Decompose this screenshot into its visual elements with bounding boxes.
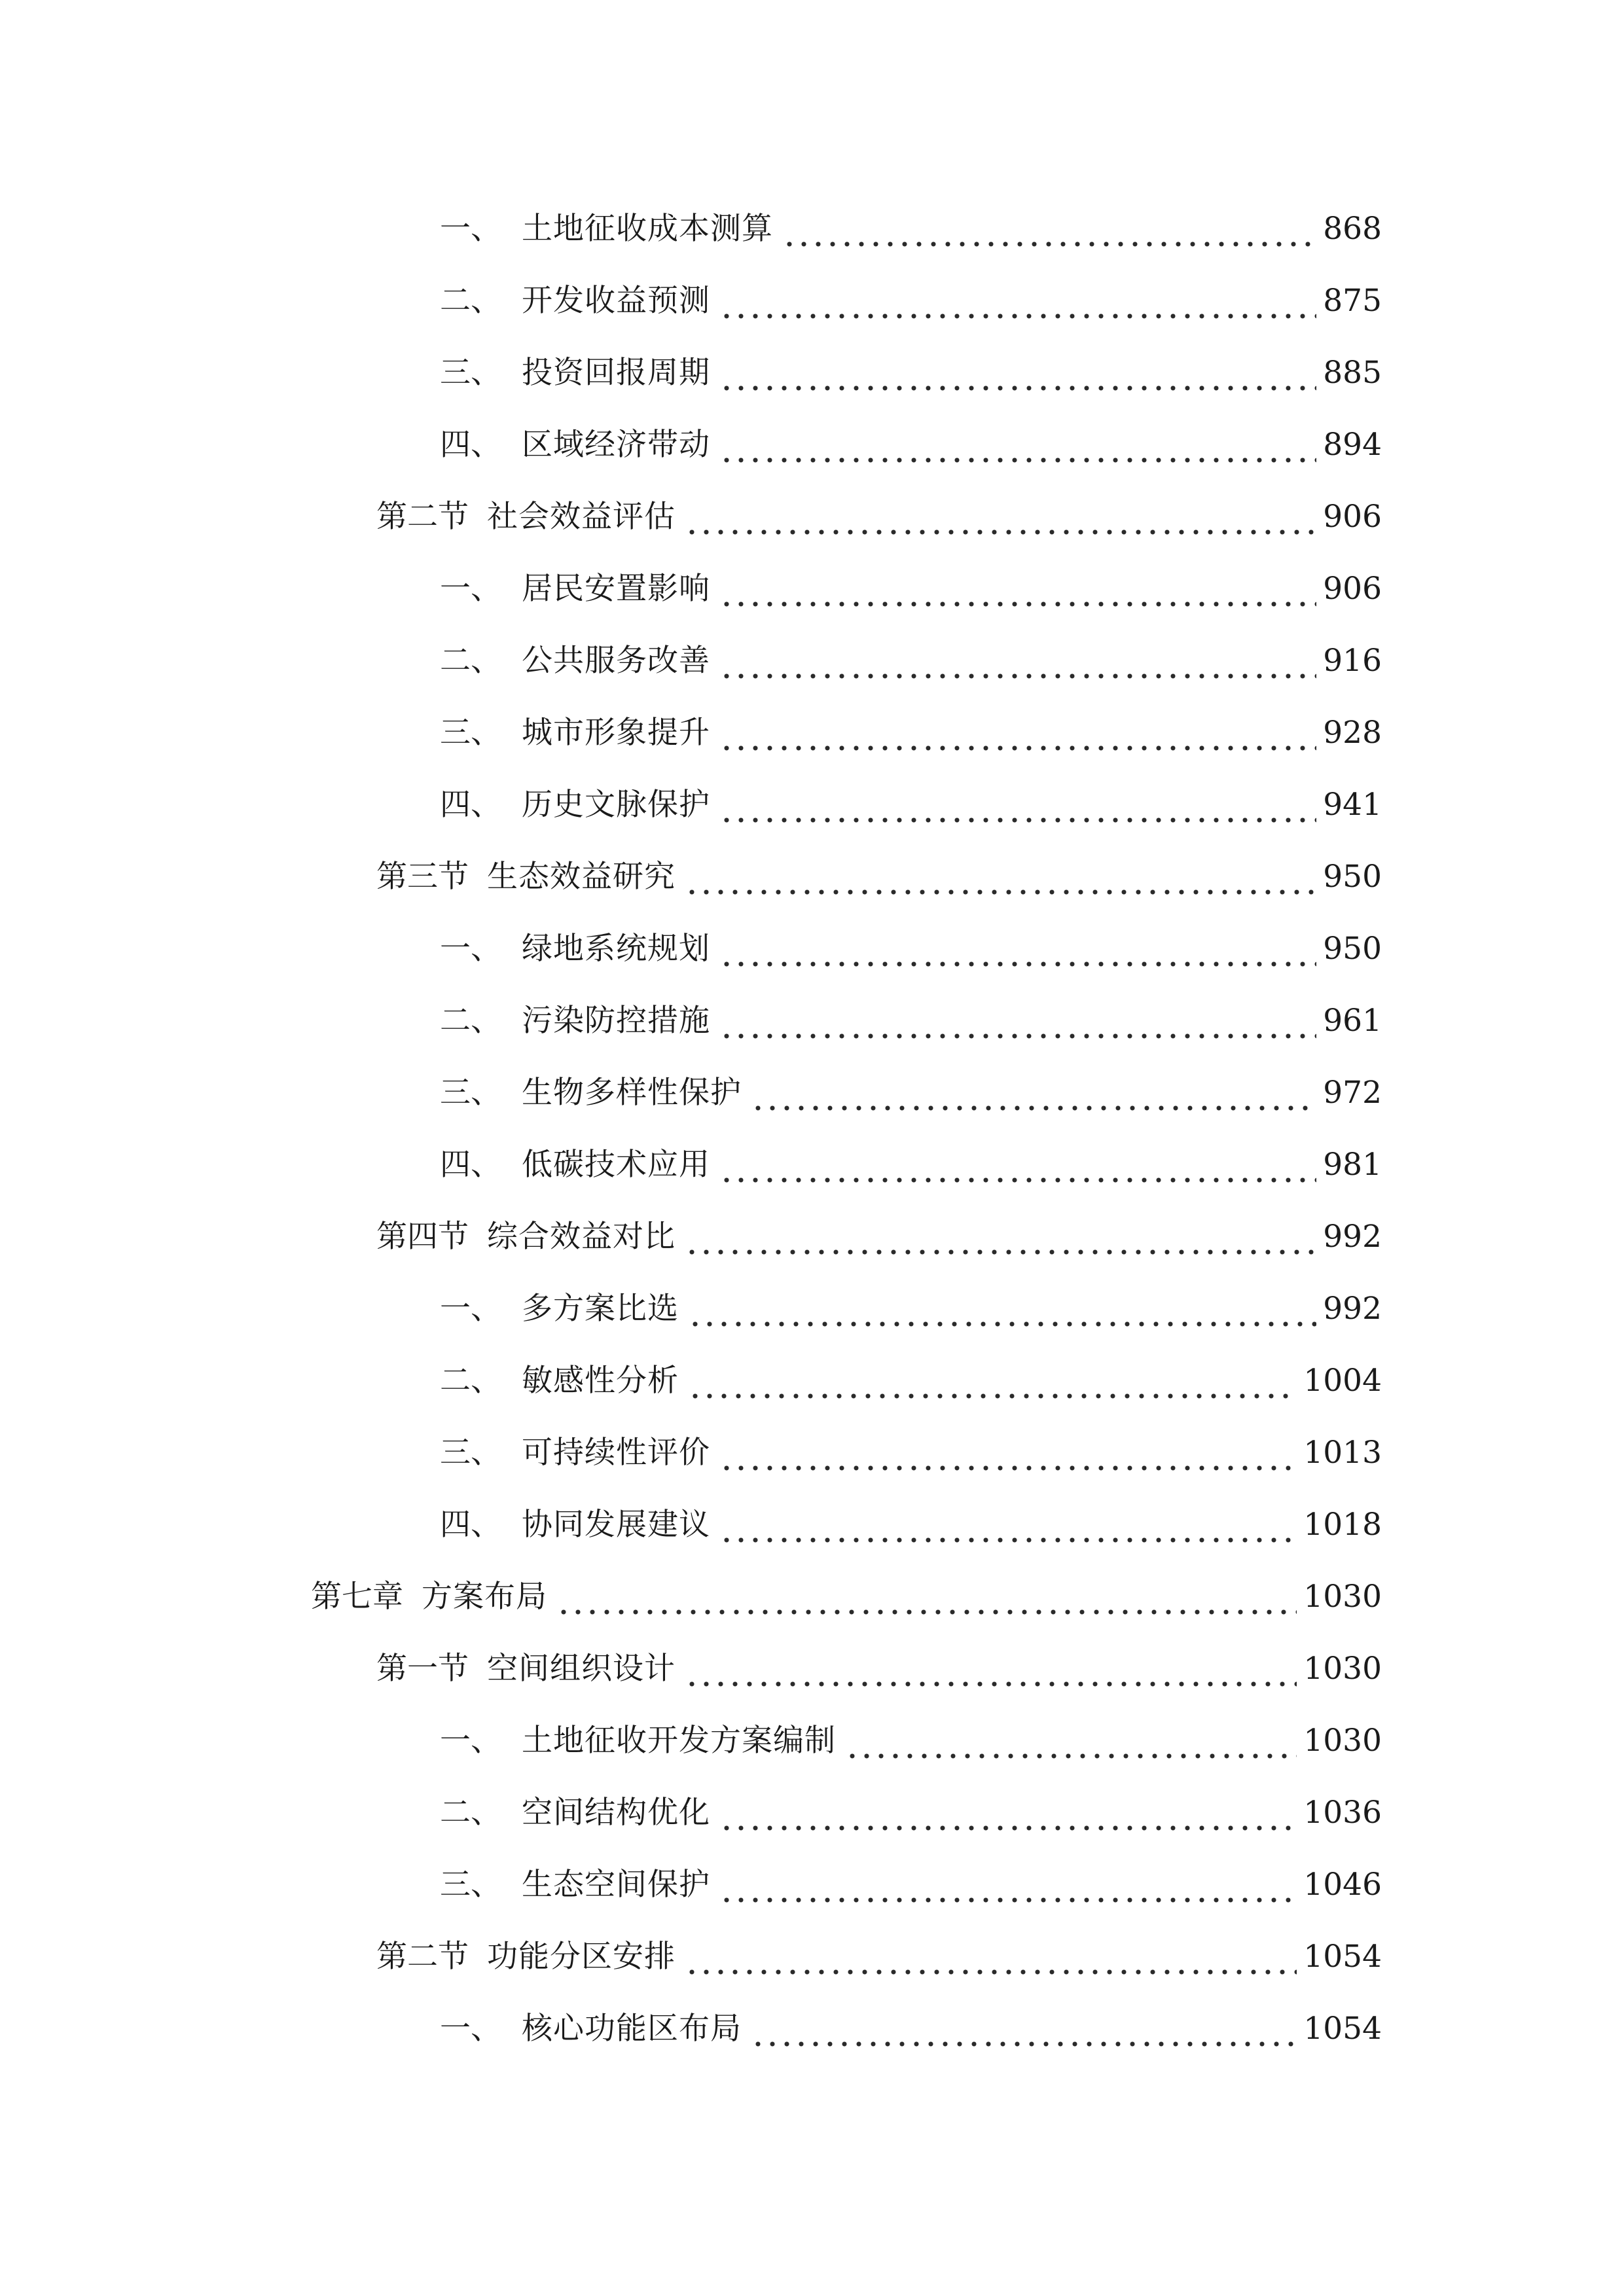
toc-entry-title: 空间结构优化: [522, 1795, 710, 1831]
toc-entry-number: 二、: [440, 1003, 501, 1039]
toc-entry-page: 1030: [1303, 1579, 1382, 1615]
toc-entry-title: 低碳技术应用: [522, 1147, 710, 1183]
toc-entry-title: 方案布局: [422, 1579, 547, 1615]
toc-entry-section[interactable]: [376, 488, 1382, 547]
toc-entry-title: 生态空间保护: [522, 1867, 710, 1903]
toc-entry-page: 928: [1323, 715, 1382, 751]
toc-entry-title: 多方案比选: [522, 1291, 679, 1327]
toc-entry[interactable]: [440, 776, 1382, 834]
toc-entry-number: 第四节: [376, 1219, 469, 1255]
dot-leader: [685, 848, 1316, 906]
toc-entry-page: 1054: [1303, 1939, 1382, 1975]
toc-entry-title: 敏感性分析: [522, 1363, 679, 1399]
toc-entry-title: 生物多样性保护: [522, 1075, 742, 1111]
toc-entry-page: 906: [1323, 571, 1382, 607]
toc-entry-number: 二、: [440, 1795, 501, 1831]
toc-entry-number: 三、: [440, 1075, 501, 1111]
toc-entry-number: 三、: [440, 355, 501, 391]
toc-entry[interactable]: [440, 992, 1382, 1050]
toc-entry-page: 875: [1323, 283, 1382, 319]
dot-leader: [685, 488, 1316, 547]
toc-entry-title: 污染防控措施: [522, 1003, 710, 1039]
toc-entry-number: 二、: [440, 643, 501, 679]
toc-entry-title: 土地征收成本测算: [522, 211, 773, 247]
toc-entry-page: 906: [1323, 499, 1382, 535]
toc-entry-title: 居民安置影响: [522, 571, 710, 607]
toc-entry-title: 空间组织设计: [487, 1651, 676, 1687]
toc-entry-number: 二、: [440, 1363, 501, 1399]
dot-leader: [688, 1280, 1316, 1338]
toc-entry-number: 第二节: [376, 1939, 469, 1975]
toc-entry-title: 历史文脉保护: [522, 787, 710, 823]
toc-entry-page: 885: [1323, 355, 1382, 391]
toc-entry-number: 四、: [440, 1147, 501, 1183]
dot-leader: [719, 776, 1316, 834]
toc-entry-title: 可持续性评价: [522, 1435, 710, 1471]
dot-leader: [719, 560, 1316, 619]
toc-entry-number: 一、: [440, 1723, 501, 1759]
dot-leader: [719, 704, 1316, 762]
toc-entry[interactable]: [440, 1352, 1382, 1410]
toc-entry[interactable]: [440, 416, 1382, 475]
dot-leader: [782, 200, 1316, 259]
toc-entry[interactable]: [440, 632, 1382, 691]
toc-entry-page: 916: [1323, 643, 1382, 679]
toc-entry-page: 961: [1323, 1003, 1382, 1039]
toc-entry-page: 1018: [1303, 1507, 1382, 1543]
toc-entry[interactable]: [440, 704, 1382, 762]
toc-entry-page: 950: [1323, 859, 1382, 895]
toc-entry-title: 投资回报周期: [522, 355, 710, 391]
toc-entry-title: 区域经济带动: [522, 427, 710, 463]
dot-leader: [751, 1064, 1316, 1122]
toc-entry-page: 1036: [1303, 1795, 1382, 1831]
toc-entry-title: 城市形象提升: [522, 715, 710, 751]
toc-entry-page: 972: [1323, 1075, 1382, 1111]
toc-entry-title: 功能分区安排: [487, 1939, 676, 1975]
toc-entry-title: 土地征收开发方案编制: [522, 1723, 836, 1759]
toc-entry[interactable]: [440, 1136, 1382, 1194]
toc-entry-number: 第二节: [376, 499, 469, 535]
toc-entry-title: 绿地系统规划: [522, 931, 710, 967]
toc-entry-title: 公共服务改善: [522, 643, 710, 679]
toc-entry-section[interactable]: [376, 1640, 1382, 1698]
toc-entry-title: 开发收益预测: [522, 283, 710, 319]
toc-entry-number: 四、: [440, 427, 501, 463]
toc-entry-page: 950: [1323, 931, 1382, 967]
toc-entry[interactable]: [440, 1712, 1382, 1770]
toc-entry[interactable]: [440, 920, 1382, 978]
toc-entry-page: 1046: [1303, 1867, 1382, 1903]
toc-entry-page: 1004: [1303, 1363, 1382, 1399]
toc-entry-number: 二、: [440, 283, 501, 319]
toc-entry-page: 1054: [1303, 2011, 1382, 2047]
toc-entry-number: 四、: [440, 1507, 501, 1543]
toc-entry-number: 三、: [440, 715, 501, 751]
dot-leader: [719, 416, 1316, 475]
toc-entry-page: 981: [1323, 1147, 1382, 1183]
toc-entry[interactable]: [440, 200, 1382, 259]
dot-leader: [719, 1136, 1316, 1194]
toc-entry-number: 一、: [440, 931, 501, 967]
toc-entry-title: 协同发展建议: [522, 1507, 710, 1543]
dot-leader: [719, 992, 1316, 1050]
toc-entry-page: 992: [1323, 1219, 1382, 1255]
dot-leader: [845, 1712, 1297, 1770]
toc-entry[interactable]: [440, 560, 1382, 619]
toc-entry-page: 894: [1323, 427, 1382, 463]
toc-entry-page: 1030: [1303, 1651, 1382, 1687]
toc-entry-title: 生态效益研究: [487, 859, 676, 895]
toc-entry-page: 1013: [1303, 1435, 1382, 1471]
dot-leader: [719, 1424, 1297, 1482]
toc-entry[interactable]: [440, 344, 1382, 403]
toc-entry-number: 第一节: [376, 1651, 469, 1687]
toc-entry-number: 一、: [440, 211, 501, 247]
toc-entry-section[interactable]: [376, 1208, 1382, 1266]
dot-leader: [685, 1640, 1297, 1698]
toc-entry-number: 三、: [440, 1867, 501, 1903]
toc-entry[interactable]: [440, 1064, 1382, 1122]
dot-leader: [719, 632, 1316, 691]
toc-entry-number: 一、: [440, 1291, 501, 1327]
dot-leader: [685, 1928, 1297, 1986]
toc-entry[interactable]: [440, 272, 1382, 331]
toc-entry-number: 第七章: [311, 1579, 403, 1615]
toc-entry-number: 一、: [440, 2011, 501, 2047]
toc-entry-page: 1030: [1303, 1723, 1382, 1759]
toc-entry-number: 第三节: [376, 859, 469, 895]
toc-entry-section[interactable]: [376, 1928, 1382, 1986]
dot-leader: [719, 1496, 1297, 1554]
dot-leader: [719, 344, 1316, 403]
toc-entry-title: 核心功能区布局: [522, 2011, 742, 2047]
dot-leader: [719, 1784, 1297, 1842]
toc-entry[interactable]: [440, 1496, 1382, 1554]
toc-entry[interactable]: [440, 1424, 1382, 1482]
toc-entry-title: 社会效益评估: [487, 499, 676, 535]
toc-entry-page: 992: [1323, 1291, 1382, 1327]
toc-entry[interactable]: [440, 2000, 1382, 2058]
toc-entry[interactable]: [440, 1784, 1382, 1842]
dot-leader: [719, 1856, 1297, 1914]
toc-entry[interactable]: [440, 1280, 1382, 1338]
toc-entry-page: 941: [1323, 787, 1382, 823]
dot-leader: [688, 1352, 1297, 1410]
toc-entry-section[interactable]: [376, 848, 1382, 906]
dot-leader: [685, 1208, 1316, 1266]
dot-leader: [556, 1568, 1297, 1626]
toc-entry-page: 868: [1323, 211, 1382, 247]
toc-entry-title: 综合效益对比: [487, 1219, 676, 1255]
toc-entry[interactable]: [440, 1856, 1382, 1914]
dot-leader: [719, 920, 1316, 978]
toc-entry-number: 三、: [440, 1435, 501, 1471]
dot-leader: [719, 272, 1316, 331]
toc-entry-number: 一、: [440, 571, 501, 607]
toc-entry-chapter[interactable]: [311, 1568, 1382, 1626]
toc-entry-number: 四、: [440, 787, 501, 823]
dot-leader: [751, 2000, 1297, 2058]
